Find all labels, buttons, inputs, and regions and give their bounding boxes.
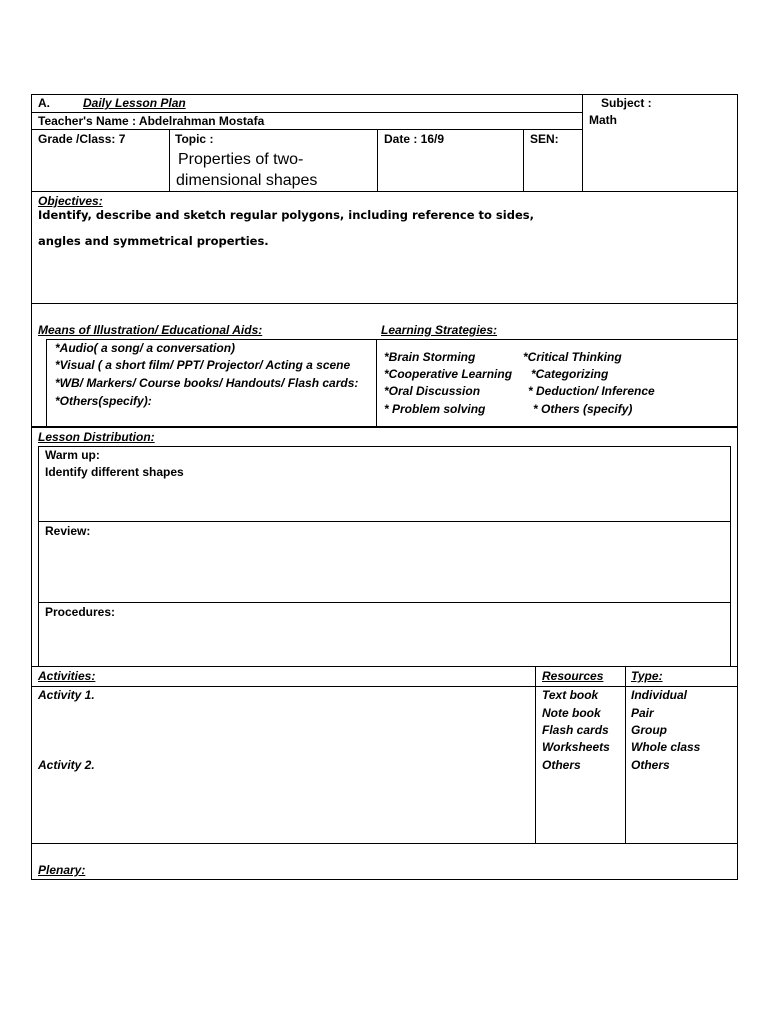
aids-heading: Means of Illustration/ Educational Aids:: [38, 323, 263, 337]
aids-item-audio: *Audio( a song/ a conversation): [55, 341, 236, 355]
aids-item-visual: *Visual ( a short film/ PPT/ Projector/ Acting a scene: [55, 358, 351, 372]
type-item: Others: [631, 758, 670, 772]
table-rule: [169, 129, 170, 191]
table-rule: [31, 686, 737, 687]
type-item: Whole class: [631, 740, 701, 754]
table-rule: [38, 446, 730, 447]
objectives-line-1: Identify, describe and sketch regular polygons, including reference to sides,: [38, 208, 534, 222]
resources-heading: Resources: [542, 669, 604, 683]
resource-item: Flash cards: [542, 723, 609, 737]
topic-line-2: dimensional shapes: [176, 172, 318, 189]
warmup-label: Warm up:: [45, 448, 100, 462]
table-border: [737, 94, 738, 880]
activity-2: Activity 2.: [38, 758, 95, 772]
table-rule: [38, 446, 39, 667]
teacher-name: Teacher's Name : Abdelrahman Mostafa: [38, 114, 265, 128]
table-rule: [625, 666, 626, 843]
table-rule: [376, 339, 377, 426]
review-label: Review:: [45, 524, 91, 538]
table-border: [31, 94, 32, 880]
table-border: [31, 879, 738, 880]
date-field: Date : 16/9: [384, 132, 445, 146]
table-rule: [535, 666, 536, 843]
section-letter: A.: [38, 96, 50, 110]
strategy-deduction: * Deduction/ Inference: [528, 384, 655, 398]
table-rule: [31, 112, 582, 113]
type-item: Group: [631, 723, 667, 737]
strategy-problem-solving: * Problem solving: [384, 402, 486, 416]
subject-value: Math: [589, 113, 617, 127]
table-rule: [38, 521, 730, 522]
distribution-heading: Lesson Distribution:: [38, 430, 155, 444]
table-rule: [377, 129, 378, 191]
strategy-brain-storming: *Brain Storming: [384, 350, 476, 364]
sen-field: SEN:: [530, 132, 559, 146]
topic-line-1: Properties of two-: [178, 151, 304, 168]
activities-heading: Activities:: [38, 669, 96, 683]
resource-item: Note book: [542, 706, 601, 720]
strategy-categorizing: *Categorizing: [531, 367, 609, 381]
table-rule: [31, 666, 737, 667]
resource-item: Others: [542, 758, 581, 772]
topic-label: Topic :: [175, 132, 214, 146]
table-rule: [31, 426, 737, 428]
type-heading: Type:: [631, 669, 663, 683]
strategy-oral: *Oral Discussion: [384, 384, 481, 398]
strategy-others: * Others (specify): [533, 402, 633, 416]
table-rule: [31, 129, 582, 130]
table-rule: [31, 191, 737, 192]
table-rule: [46, 339, 737, 340]
procedures-label: Procedures:: [45, 605, 116, 619]
type-item: Pair: [631, 706, 654, 720]
warmup-text: Identify different shapes: [45, 465, 184, 479]
aids-item-others: *Others(specify):: [55, 394, 152, 408]
strategy-critical-thinking: *Critical Thinking: [523, 350, 622, 364]
type-item: Individual: [631, 688, 688, 702]
activity-1: Activity 1.: [38, 688, 95, 702]
table-rule: [31, 843, 737, 844]
table-rule: [38, 602, 730, 603]
strategies-heading: Learning Strategies:: [381, 323, 498, 337]
table-rule: [730, 446, 731, 667]
table-border: [31, 94, 737, 95]
strategy-cooperative: *Cooperative Learning: [384, 367, 513, 381]
table-rule: [523, 129, 524, 191]
aids-item-wb: *WB/ Markers/ Course books/ Handouts/ Flash cards:: [55, 376, 359, 390]
resource-item: Text book: [542, 688, 599, 702]
table-rule: [582, 94, 583, 191]
table-rule: [31, 303, 737, 304]
table-rule: [46, 339, 47, 426]
objectives-heading: Objectives:: [38, 194, 103, 208]
grade-class: Grade /Class: 7: [38, 132, 126, 146]
objectives-line-2: angles and symmetrical properties.: [38, 234, 269, 248]
plenary-heading: Plenary:: [38, 863, 86, 877]
page-title: Daily Lesson Plan: [83, 96, 186, 110]
subject-label: Subject :: [601, 96, 652, 110]
resource-item: Worksheets: [542, 740, 610, 754]
